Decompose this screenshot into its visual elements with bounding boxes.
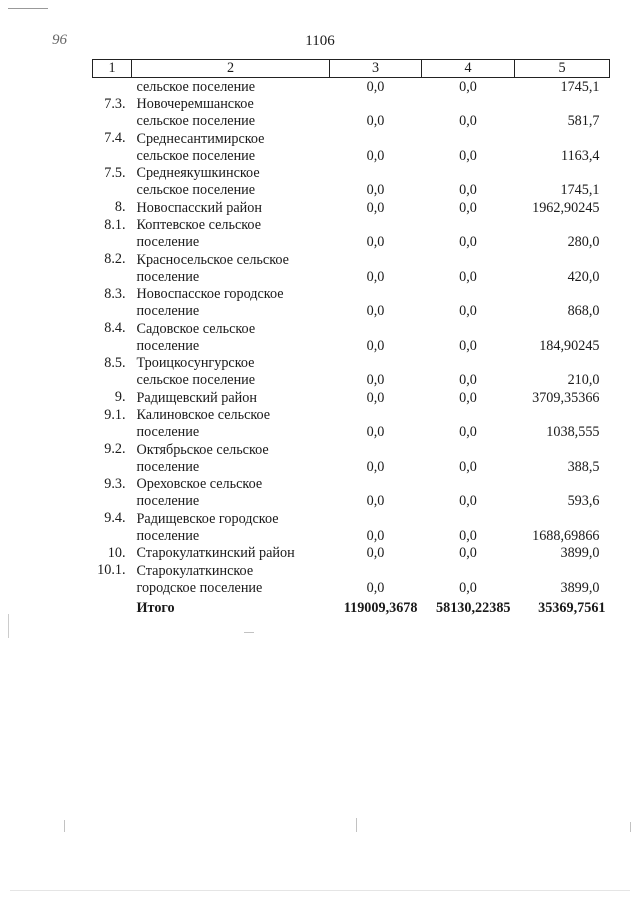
row-col-3: 0,0 (366, 199, 385, 216)
row-name (132, 199, 330, 217)
header-col-3: 3 (330, 60, 422, 78)
row-name-line: городское поселение (136, 579, 263, 596)
row-col-5: 280,0 (567, 234, 600, 250)
row-number: 8.4. (104, 320, 126, 336)
row-name-line: поселение (136, 268, 200, 285)
row-col-4: 0,0 (459, 182, 477, 198)
total-row (93, 597, 610, 617)
row-name (132, 251, 330, 286)
table-row (93, 96, 610, 131)
row-col-3: 0,0 (366, 147, 385, 164)
row-col-4: 0,0 (459, 268, 477, 285)
row-name-line: сельское поселение (136, 113, 256, 129)
table-row (93, 389, 610, 407)
row-name (132, 389, 330, 407)
row-name (132, 545, 330, 563)
row-name-line: Старокулаткинское (136, 562, 254, 579)
row-name-line: поселение (136, 303, 200, 319)
row-name-line: поселение (136, 458, 200, 475)
table-row (93, 320, 610, 355)
row-col-3: 0,0 (366, 113, 385, 129)
table-header-row (93, 60, 610, 78)
row-name-line: Красносельское сельское (136, 251, 289, 268)
row-col-5: 868,0 (567, 303, 600, 319)
row-number: 10.1. (97, 562, 126, 578)
row-col-4: 0,0 (459, 545, 477, 561)
row-number: 7.5. (104, 164, 126, 181)
row-col-3: 0,0 (366, 579, 385, 596)
table-row (93, 286, 610, 321)
row-name (132, 562, 330, 597)
row-name-line: сельское поселение (136, 182, 256, 198)
row-col-5: 3899,0 (560, 545, 600, 561)
row-col-3: 0,0 (366, 78, 385, 95)
row-col-5: 3899,0 (560, 579, 600, 596)
row-col-5: 1962,90245 (532, 199, 600, 216)
row-name-line: Октябрьское сельское (136, 441, 269, 458)
scan-mark-under-total (244, 632, 254, 633)
row-name-line: Среднеякушкинское (136, 165, 260, 181)
row-number: 9.3. (104, 475, 126, 492)
row-name: сельское поселение (136, 78, 256, 95)
total-number (93, 597, 132, 617)
row-name-line: Новочеремшанское (136, 96, 254, 112)
table-row (93, 545, 610, 563)
row-name-line: Новоспасский район (136, 199, 262, 216)
row-col-3: 0,0 (366, 389, 385, 406)
row-name-line: Ореховское сельское (136, 476, 263, 492)
row-name-line: поселение (136, 337, 200, 354)
row-col-5: 388,5 (567, 458, 600, 475)
row-name (132, 407, 330, 442)
row-number: 9. (114, 389, 126, 405)
row-number (93, 78, 132, 96)
table-row (93, 199, 610, 217)
row-col-4: 0,0 (459, 199, 477, 216)
row-name-line: Радищевское городское (136, 510, 279, 527)
row-name (132, 355, 330, 390)
row-number: 10. (107, 544, 126, 561)
row-col-3: 0,0 (366, 424, 385, 440)
scan-mark-top-left (8, 8, 48, 9)
header-col-2: 2 (132, 60, 330, 78)
row-name (132, 165, 330, 200)
row-name-line: Коптевское сельское (136, 217, 261, 233)
row-number: 8.5. (104, 354, 126, 371)
row-col-5: 581,7 (567, 113, 600, 129)
page-number: 1106 (305, 33, 335, 49)
row-name-line: поселение (136, 234, 200, 250)
row-number: 7.3. (104, 95, 126, 112)
row-col-5: 1688,69866 (532, 527, 600, 544)
total-col-3: 119009,3678 (343, 599, 418, 616)
total-col-5: 35369,7561 (538, 599, 606, 616)
row-name-line: Садовское сельское (136, 320, 256, 337)
row-col-4: 0,0 (459, 372, 477, 388)
row-col-3: 0,0 (366, 337, 385, 354)
table-row (93, 510, 610, 545)
scan-mark-right (630, 822, 631, 832)
row-name-line: сельское поселение (136, 147, 256, 164)
scan-mark-left-1 (8, 614, 9, 638)
header-col-5: 5 (515, 60, 610, 78)
header-col-4: 4 (422, 60, 515, 78)
row-name (132, 476, 330, 511)
row-number: 9.1. (104, 406, 126, 423)
row-col-5: 1038,555 (546, 424, 600, 440)
row-col-4: 0,0 (459, 78, 477, 95)
row-col-3: 0,0 (366, 182, 385, 198)
row-name (132, 320, 330, 355)
row-name-line: поселение (136, 493, 200, 509)
row-col-5: 3709,35366 (532, 389, 600, 406)
row-col-3: 0,0 (366, 545, 385, 561)
table-row (93, 355, 610, 390)
row-col-4: 0,0 (459, 579, 477, 596)
row-name-line: Старокулаткинский район (136, 545, 295, 561)
row-col-5: 420,0 (567, 268, 600, 285)
row-number: 9.4. (104, 510, 126, 526)
budget-table (92, 59, 610, 617)
row-number: 8.1. (104, 216, 126, 233)
row-name (132, 96, 330, 131)
row-name-line: поселение (136, 424, 200, 440)
row-name (132, 510, 330, 545)
row-name (132, 217, 330, 252)
table-row (93, 217, 610, 252)
row-name (132, 441, 330, 476)
row-name (132, 286, 330, 321)
row-col-5: 593,6 (567, 493, 600, 509)
row-col-5: 1163,4 (561, 147, 600, 164)
row-name-line: Среднесантимирское (136, 130, 265, 147)
row-col-3: 0,0 (366, 268, 385, 285)
row-col-4: 0,0 (459, 493, 477, 509)
row-name-line: поселение (136, 527, 200, 544)
row-col-4: 0,0 (459, 458, 477, 475)
row-col-3: 0,0 (366, 527, 385, 544)
row-name-line: сельское поселение (136, 372, 256, 388)
row-col-4: 0,0 (459, 527, 477, 544)
row-col-4: 0,0 (459, 113, 477, 129)
row-col-3: 0,0 (366, 372, 385, 388)
total-label: Итого (136, 599, 175, 616)
row-name-line: Троицкосунгурское (136, 355, 255, 371)
row-col-5: 1745,1 (560, 182, 600, 198)
row-number: 7.4. (104, 130, 126, 146)
header-col-1: 1 (93, 60, 132, 78)
row-number: 8. (114, 199, 126, 215)
row-name-line: Калиновское сельское (136, 407, 271, 423)
scan-mark-left-2 (64, 820, 65, 832)
row-name-line: Радищевский район (136, 389, 257, 406)
row-col-3: 0,0 (366, 303, 385, 319)
table-row (93, 441, 610, 476)
row-number: 8.2. (104, 251, 126, 267)
scan-mark-bottom-edge (10, 890, 630, 891)
row-number: 9.2. (104, 441, 126, 457)
table-row (93, 476, 610, 511)
row-col-4: 0,0 (459, 424, 477, 440)
row-col-5: 210,0 (567, 372, 600, 388)
row-col-3: 0,0 (366, 234, 385, 250)
row-col-3: 0,0 (366, 458, 385, 475)
table-row (93, 130, 610, 165)
row-col-4: 0,0 (459, 389, 477, 406)
continuation-row (93, 78, 610, 96)
scan-mark-bottom-center (356, 818, 357, 832)
table-row (93, 562, 610, 597)
table-row (93, 407, 610, 442)
row-number: 8.3. (104, 285, 126, 302)
row-col-4: 0,0 (459, 303, 477, 319)
row-name-line: Новоспасское городское (136, 286, 284, 302)
row-col-5: 1745,1 (560, 78, 600, 95)
table-row (93, 251, 610, 286)
row-col-4: 0,0 (459, 234, 477, 250)
table-row (93, 165, 610, 200)
row-col-4: 0,0 (459, 147, 477, 164)
margin-handwritten-note: 96 (52, 32, 67, 48)
row-col-4: 0,0 (459, 337, 477, 354)
row-col-3: 0,0 (366, 493, 385, 509)
row-col-5: 184,90245 (539, 337, 600, 354)
row-name (132, 130, 330, 165)
total-col-4: 58130,22385 (436, 599, 511, 616)
